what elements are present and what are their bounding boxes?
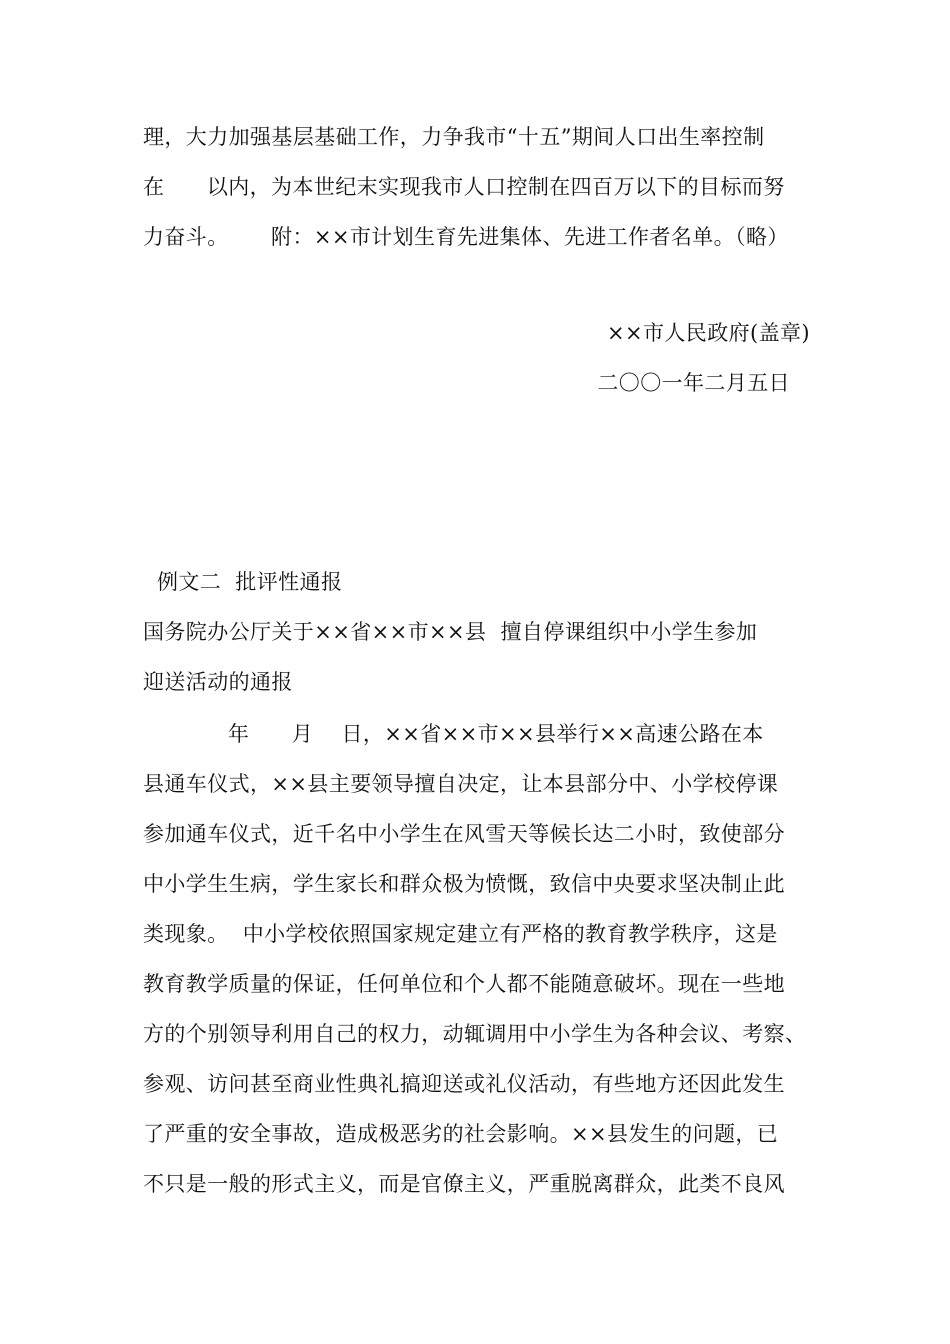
notice-title-line: 迎送活动的通报 (143, 670, 293, 694)
body-line: 县通车仪式，××县主要领导擅自决定，让本县部分中、小学校停课 (143, 772, 779, 796)
body-line: 参加通车仪式，近千名中小学生在风雪天等候长达二小时，致使部分 (143, 822, 785, 846)
body-line: 方的个别领导利用自己的权力，动辄调用中小学生为各种会议、考察、 (143, 1022, 807, 1046)
section-heading: 例文二 批评性通报 (157, 570, 343, 594)
paragraph-line: 理，大力加强基层基础工作，力争我市“十五”期间人口出生率控制 (143, 125, 765, 149)
body-line: 教育教学质量的保证，任何单位和个人都不能随意破坏。现在一些地 (143, 972, 785, 996)
body-line: 中小学生生病，学生家长和群众极为愤慨，致信中央要求坚决制止此 (143, 872, 785, 896)
body-line: 不只是一般的形式主义，而是官僚主义，严重脱离群众，此类不良风 (143, 1172, 785, 1196)
notice-title-line: 国务院办公厅关于××省××市××县 擅自停课组织中小学生参加 (143, 620, 758, 644)
body-line: 参观、访问甚至商业性典礼搞迎送或礼仪活动，有些地方还因此发生 (143, 1072, 785, 1096)
issuer-signature: ××市人民政府(盖章) (607, 321, 810, 345)
paragraph-line: 力奋斗。 附：××市计划生育先进集体、先进工作者名单。（略） (143, 225, 789, 249)
body-line: 了严重的安全事故，造成极恶劣的社会影响。××县发生的问题，已 (143, 1122, 779, 1146)
paragraph-line: 在 以内，为本世纪末实现我市人口控制在四百万以下的目标而努 (143, 175, 785, 199)
body-line: 类现象。 中小学校依照国家规定建立有严格的教育教学秩序，这是 (143, 922, 778, 946)
issue-date: 二〇〇一年二月五日 (597, 371, 790, 395)
body-line: 年 月 日，××省××市××县举行××高速公路在本 (143, 722, 764, 746)
